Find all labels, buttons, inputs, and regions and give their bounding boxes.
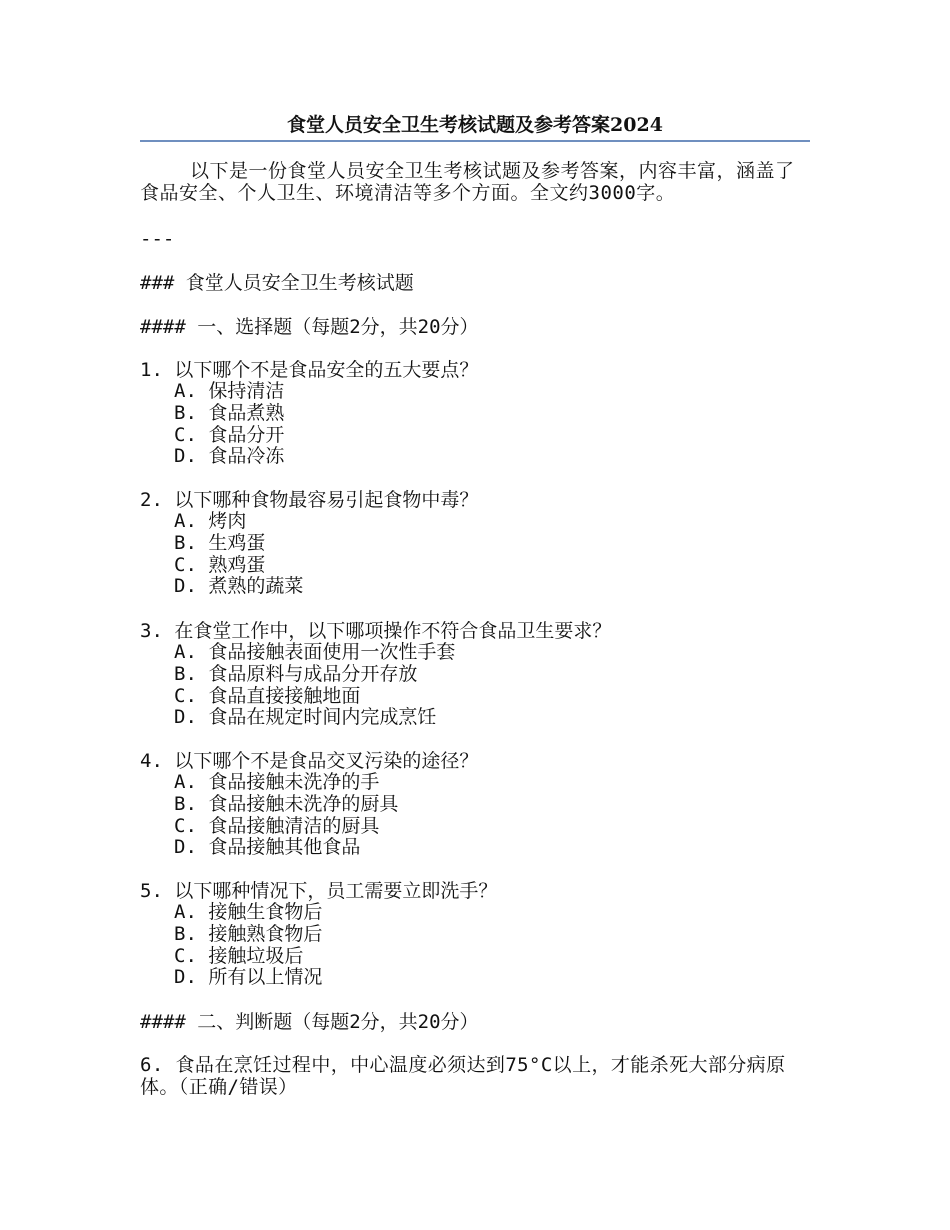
- question-1: 1. 以下哪个不是食品安全的五大要点？: [140, 359, 479, 381]
- intro-text: 以下是一份食堂人员安全卫生考核试题及参考答案，内容丰富，涵盖了食品安全、个人卫生、环境清洁等多个方面。全文约3000字。: [140, 160, 795, 204]
- question-4-options: [174, 772, 398, 859]
- section-choice-heading: #### 一、选择题（每题2分，共20分）: [140, 316, 479, 338]
- option: B. 接触熟食物后: [174, 922, 323, 945]
- title-underline: [140, 140, 810, 142]
- question-5: 5. 以下哪种情况下，员工需要立即洗手？: [140, 880, 498, 902]
- option: D. 食品在规定时间内完成烹饪: [174, 706, 437, 729]
- question-6: 6. 食品在烹饪过程中，中心温度必须达到75°C以上，才能杀死大部分病原体。（正确/错误）: [140, 1054, 786, 1098]
- question-2: 2. 以下哪种食物最容易引起食物中毒？: [140, 489, 479, 511]
- option: B. 食品原料与成品分开存放: [174, 662, 418, 685]
- option: A. 接触生食物后: [174, 901, 323, 923]
- question-1-options: [174, 381, 284, 468]
- option: B. 生鸡蛋: [174, 531, 266, 554]
- question-5-options: [174, 902, 322, 989]
- question-4: 4. 以下哪个不是食品交叉污染的途径？: [140, 750, 479, 772]
- option: C. 接触垃圾后: [174, 944, 304, 967]
- question-3-options: [174, 642, 455, 729]
- option: C. 食品分开: [174, 423, 285, 446]
- option: A. 食品接触未洗净的手: [174, 771, 380, 793]
- option: C. 熟鸡蛋: [174, 553, 266, 576]
- heading-exam: ### 食堂人员安全卫生考核试题: [140, 272, 414, 294]
- option: D. 食品接触其他食品: [174, 836, 361, 859]
- option: D. 所有以上情况: [174, 966, 323, 989]
- intro-paragraph: [140, 160, 812, 204]
- option: B. 食品煮熟: [174, 401, 285, 424]
- question-2-options: [174, 511, 303, 598]
- question-3: 3. 在食堂工作中，以下哪项操作不符合食品卫生要求？: [140, 620, 612, 642]
- section-judge-heading: #### 二、判断题（每题2分，共20分）: [140, 1011, 479, 1033]
- option: A. 保持清洁: [174, 380, 285, 402]
- option: A. 食品接触表面使用一次性手套: [174, 641, 456, 663]
- option: B. 食品接触未洗净的厨具: [174, 792, 399, 815]
- option: D. 煮熟的蔬菜: [174, 575, 304, 598]
- option: C. 食品直接接触地面: [174, 684, 361, 707]
- separator: ---: [140, 228, 175, 250]
- document-title: 食堂人员安全卫生考核试题及参考答案2024: [287, 114, 663, 136]
- option: D. 食品冷冻: [174, 445, 285, 468]
- option: A. 烤肉: [174, 510, 247, 532]
- option: C. 食品接触清洁的厨具: [174, 814, 380, 837]
